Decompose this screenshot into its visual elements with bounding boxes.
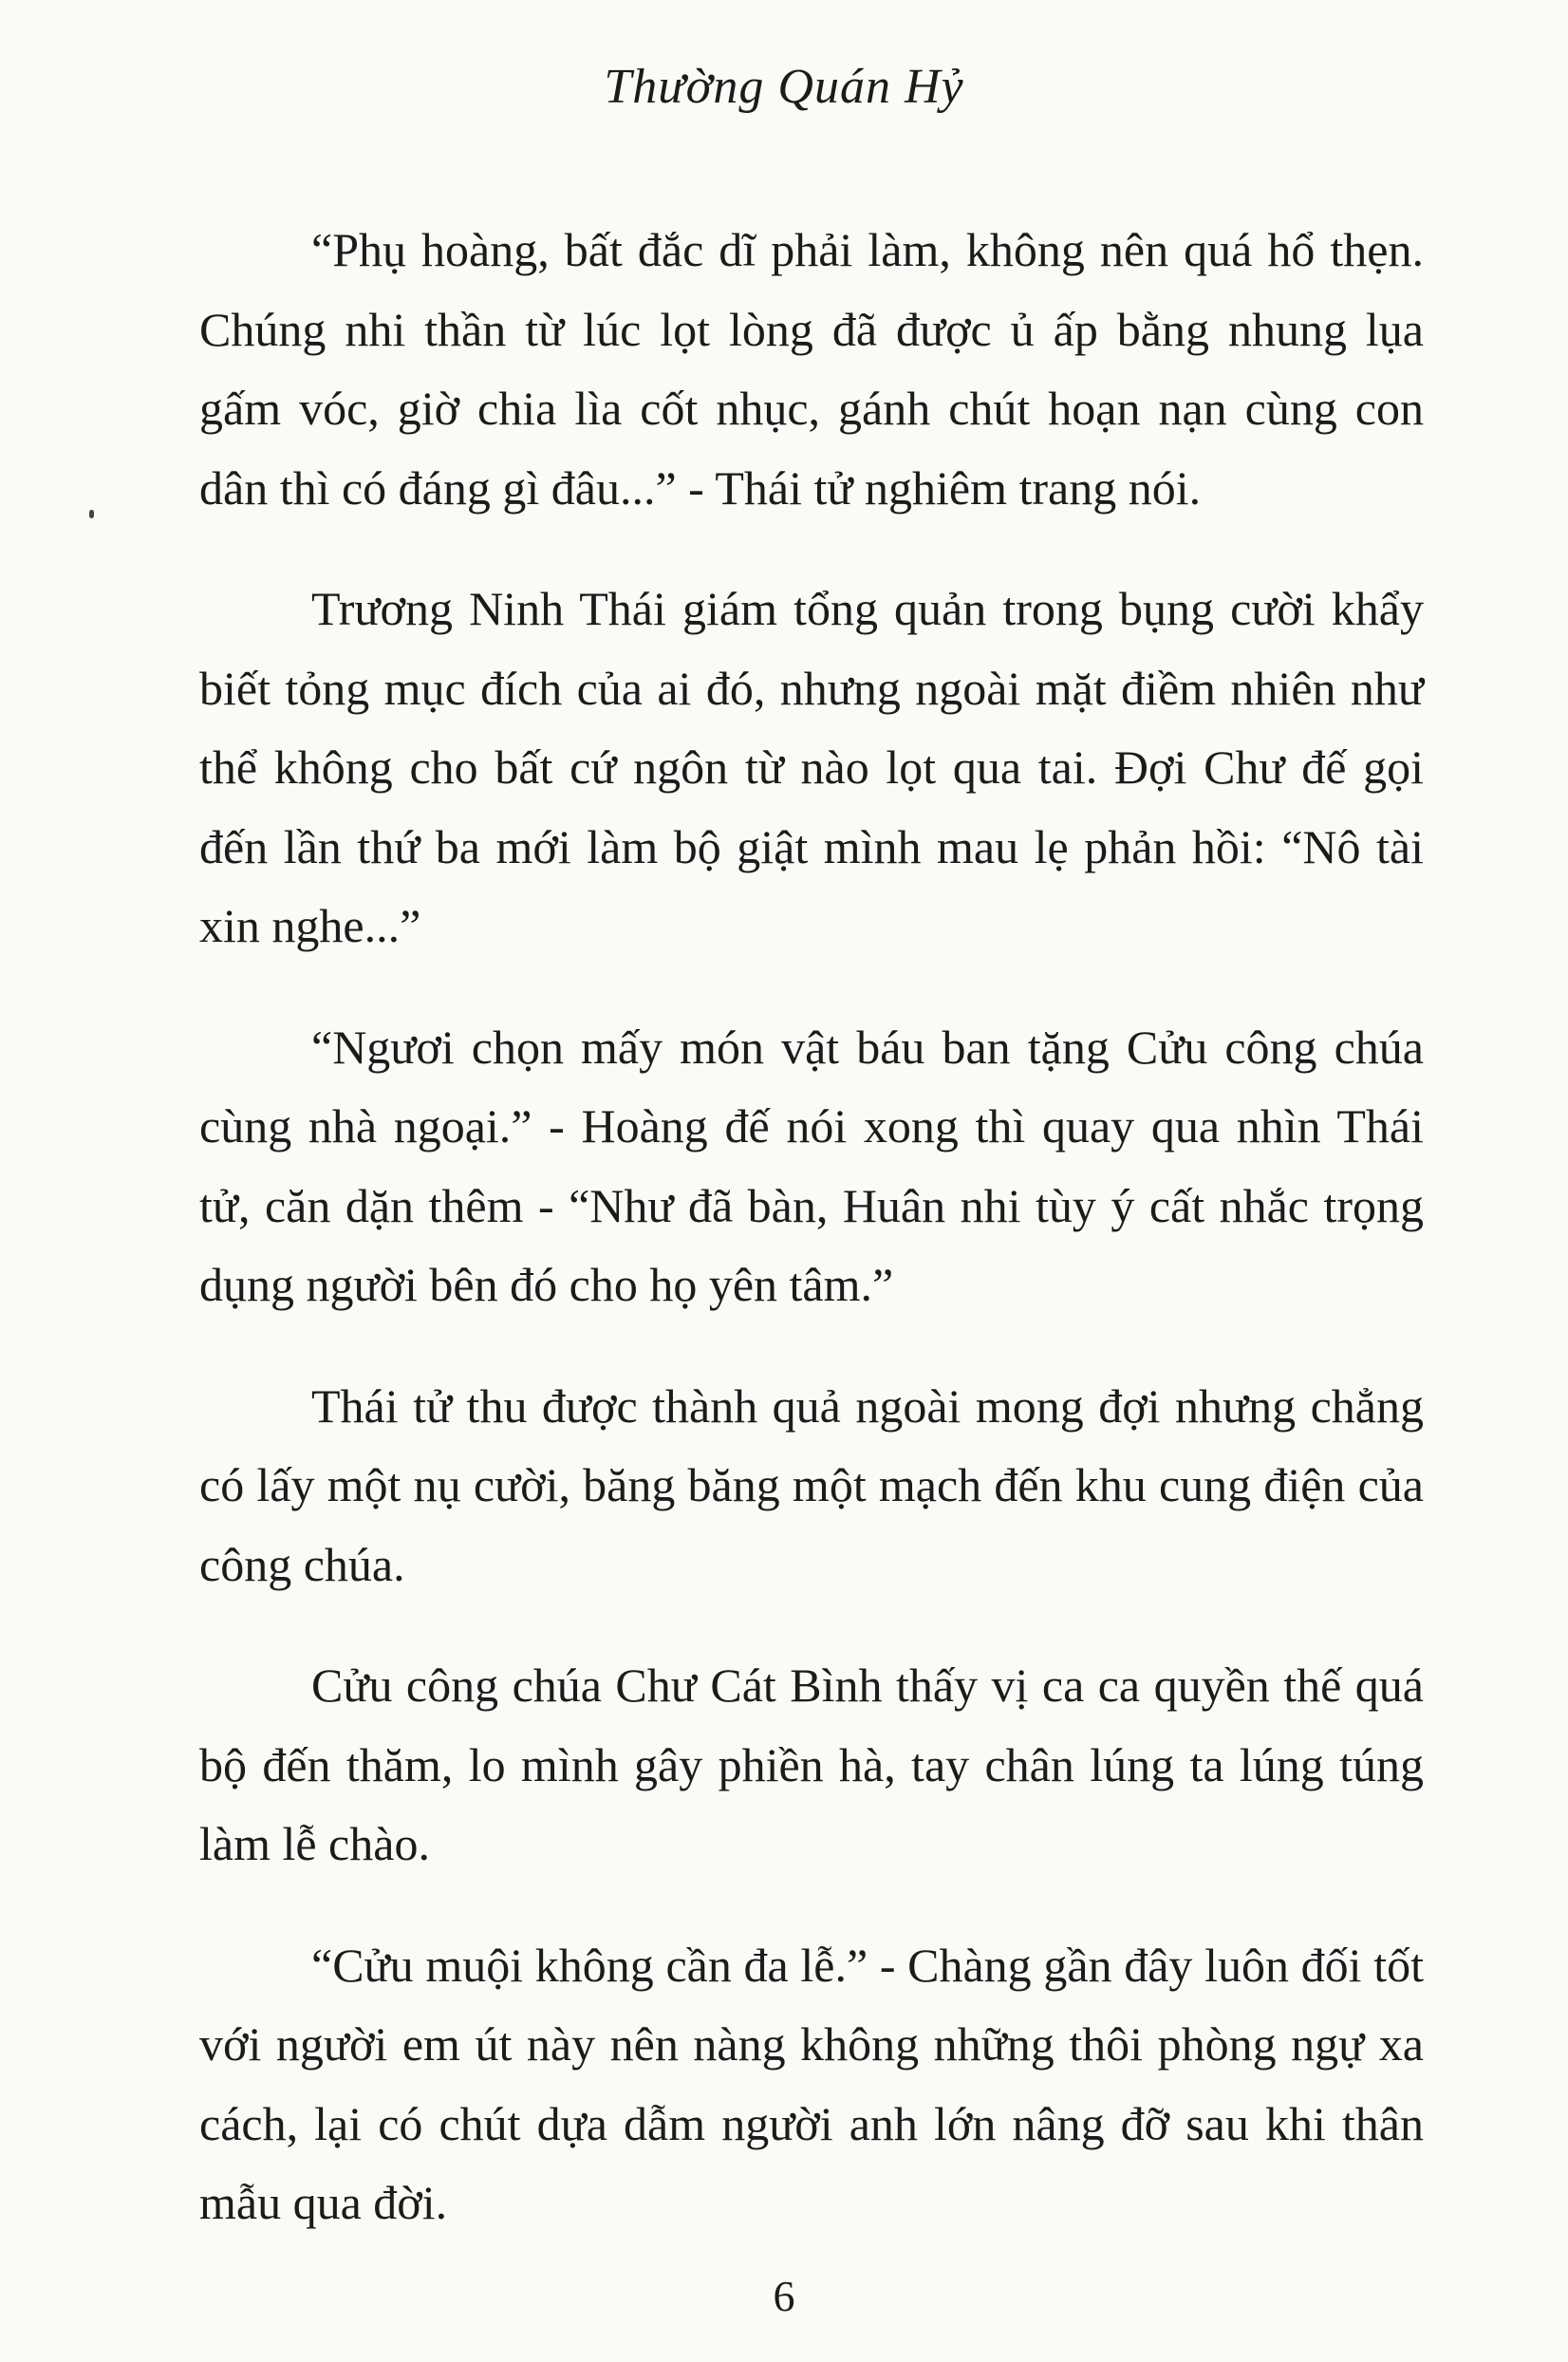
running-header: Thường Quán Hỷ	[604, 60, 964, 114]
ink-speck	[89, 510, 94, 518]
paragraph: Trương Ninh Thái giám tổng quản trong bụng cười khẩy biết tỏng mục đích của ai đó, nhưng ngoài mặt điềm nhiên như thể không cho bất cứ ngôn từ nào lọt qua tai. Đợi Chư đế gọi đến lần thứ ba mới làm bộ giật mình mau lẹ phản hồi: “Nô tài xin nghe...”	[199, 582, 1424, 952]
paragraph: “Cửu muội không cần đa lễ.” - Chàng gần đây luôn đối tốt với người em út này nên nàng không những thôi phòng ngự xa cách, lại có chút dựa dẫm người anh lớn nâng đỡ sau khi thân mẫu qua đời.	[199, 1938, 1424, 2229]
paragraph: “Ngươi chọn mấy món vật báu ban tặng Cửu công chúa cùng nhà ngoại.” - Hoàng đế nói xong thì quay qua nhìn Thái tử, căn dặn thêm - “Như đã bàn, Huân nhi tùy ý cất nhắc trọng dụng người bên đó cho họ yên tâm.”	[199, 1020, 1424, 1311]
body-text	[199, 211, 1424, 2285]
page-number: 6	[773, 2272, 795, 2320]
paragraph: Cửu công chúa Chư Cát Bình thấy vị ca ca quyền thế quá bộ đến thăm, lo mình gây phiền hà, tay chân lúng ta lúng túng làm lễ chào.	[199, 1659, 1424, 1870]
paragraph: “Phụ hoàng, bất đắc dĩ phải làm, không nên quá hổ thẹn. Chúng nhi thần từ lúc lọt lòng đã được ủ ấp bằng nhung lụa gấm vóc, giờ chia lìa cốt nhục, gánh chút hoạn nạn cùng con dân thì có đáng gì đâu...” - Thái tử nghiêm trang nói.	[199, 223, 1424, 515]
paragraph: Thái tử thu được thành quả ngoài mong đợi nhưng chẳng có lấy một nụ cười, băng băng một mạch đến khu cung điện của công chúa.	[199, 1378, 1424, 1591]
